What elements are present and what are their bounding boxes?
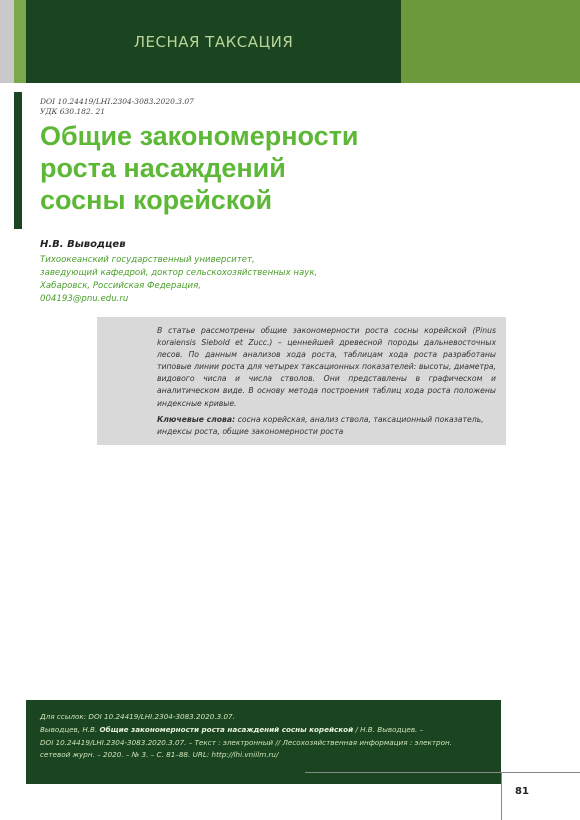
- footer-divider-horizontal: [305, 772, 580, 773]
- header-grey-strip: [0, 0, 14, 83]
- title-line: роста насаждений: [40, 153, 286, 183]
- citation-author-suffix: / Н.В. Выводцев. –: [353, 724, 424, 734]
- author-email: 004193@pnu.edu.ru: [40, 294, 129, 304]
- keywords-label: Ключевые слова:: [157, 414, 236, 424]
- title-line: Общие закономерности: [40, 121, 359, 151]
- citation-author: Выводцев, Н.В.: [40, 724, 100, 734]
- citation-title: Общие закономерности роста насаждений сосны корейской: [99, 724, 354, 734]
- keywords-list: сосна корейская, анализ ствола, таксационный показатель, индексы роста, общие закономерности роста: [157, 414, 484, 436]
- article-title: [40, 120, 460, 216]
- author-affiliation: [40, 254, 370, 306]
- affiliation-line: Хабаровск, Российская Федерация,: [40, 281, 201, 291]
- page-number: 81: [515, 786, 529, 797]
- title-line: сосны корейской: [40, 185, 273, 215]
- header-light-green-strip: [14, 0, 26, 83]
- header-green-block: [401, 0, 580, 83]
- citation-line: DOI 10.24419/LHI.2304-3083.2020.3.07. – Текст : электронный // Лесохозяйственная информация : электрон.: [40, 737, 452, 747]
- citation-line: сетевой журн. – 2020. – № 3. – С. 81–88. URL: http://lhi.vniilm.ru/: [40, 750, 279, 760]
- footer-divider-vertical: [501, 772, 502, 820]
- affiliation-line: заведующий кафедрой, доктор сельскохозяйственных наук,: [40, 268, 318, 278]
- author-name: Н.В. Выводцев: [40, 239, 126, 250]
- journal-header-band: [0, 0, 580, 83]
- article-doi: DOI 10.24419/LHI.2304-3083.2020.3.07: [40, 97, 194, 106]
- affiliation-line: Тихоокеанский государственный университет,: [40, 255, 255, 265]
- abstract-box: [97, 317, 506, 445]
- citation-line: Для ссылок: DOI 10.24419/LHI.2304-3083.2020.3.07.: [40, 712, 235, 721]
- citation-line: [40, 724, 487, 737]
- article-udc: УДК 630.182. 21: [40, 107, 106, 116]
- abstract-text: В статье рассмотрены общие закономерности роста сосны корейской (Pinus koraiensis Siebold et Zucc.) – ценнейшей древесной породы дальневосточных лесов. По данным анализов хода роста, таблицам хода роста разработаны типовые линии роста для четырех таксационных показателей: высоты, диаметра, видового числа и числа стволов. Они представлены в графическом и аналитическом виде. В основу метода построения таблиц хода роста положены индексные кривые.: [157, 326, 496, 408]
- keywords: [157, 414, 496, 438]
- title-side-bar: [14, 92, 22, 229]
- section-title: ЛЕСНАЯ ТАКСАЦИЯ: [133, 33, 294, 51]
